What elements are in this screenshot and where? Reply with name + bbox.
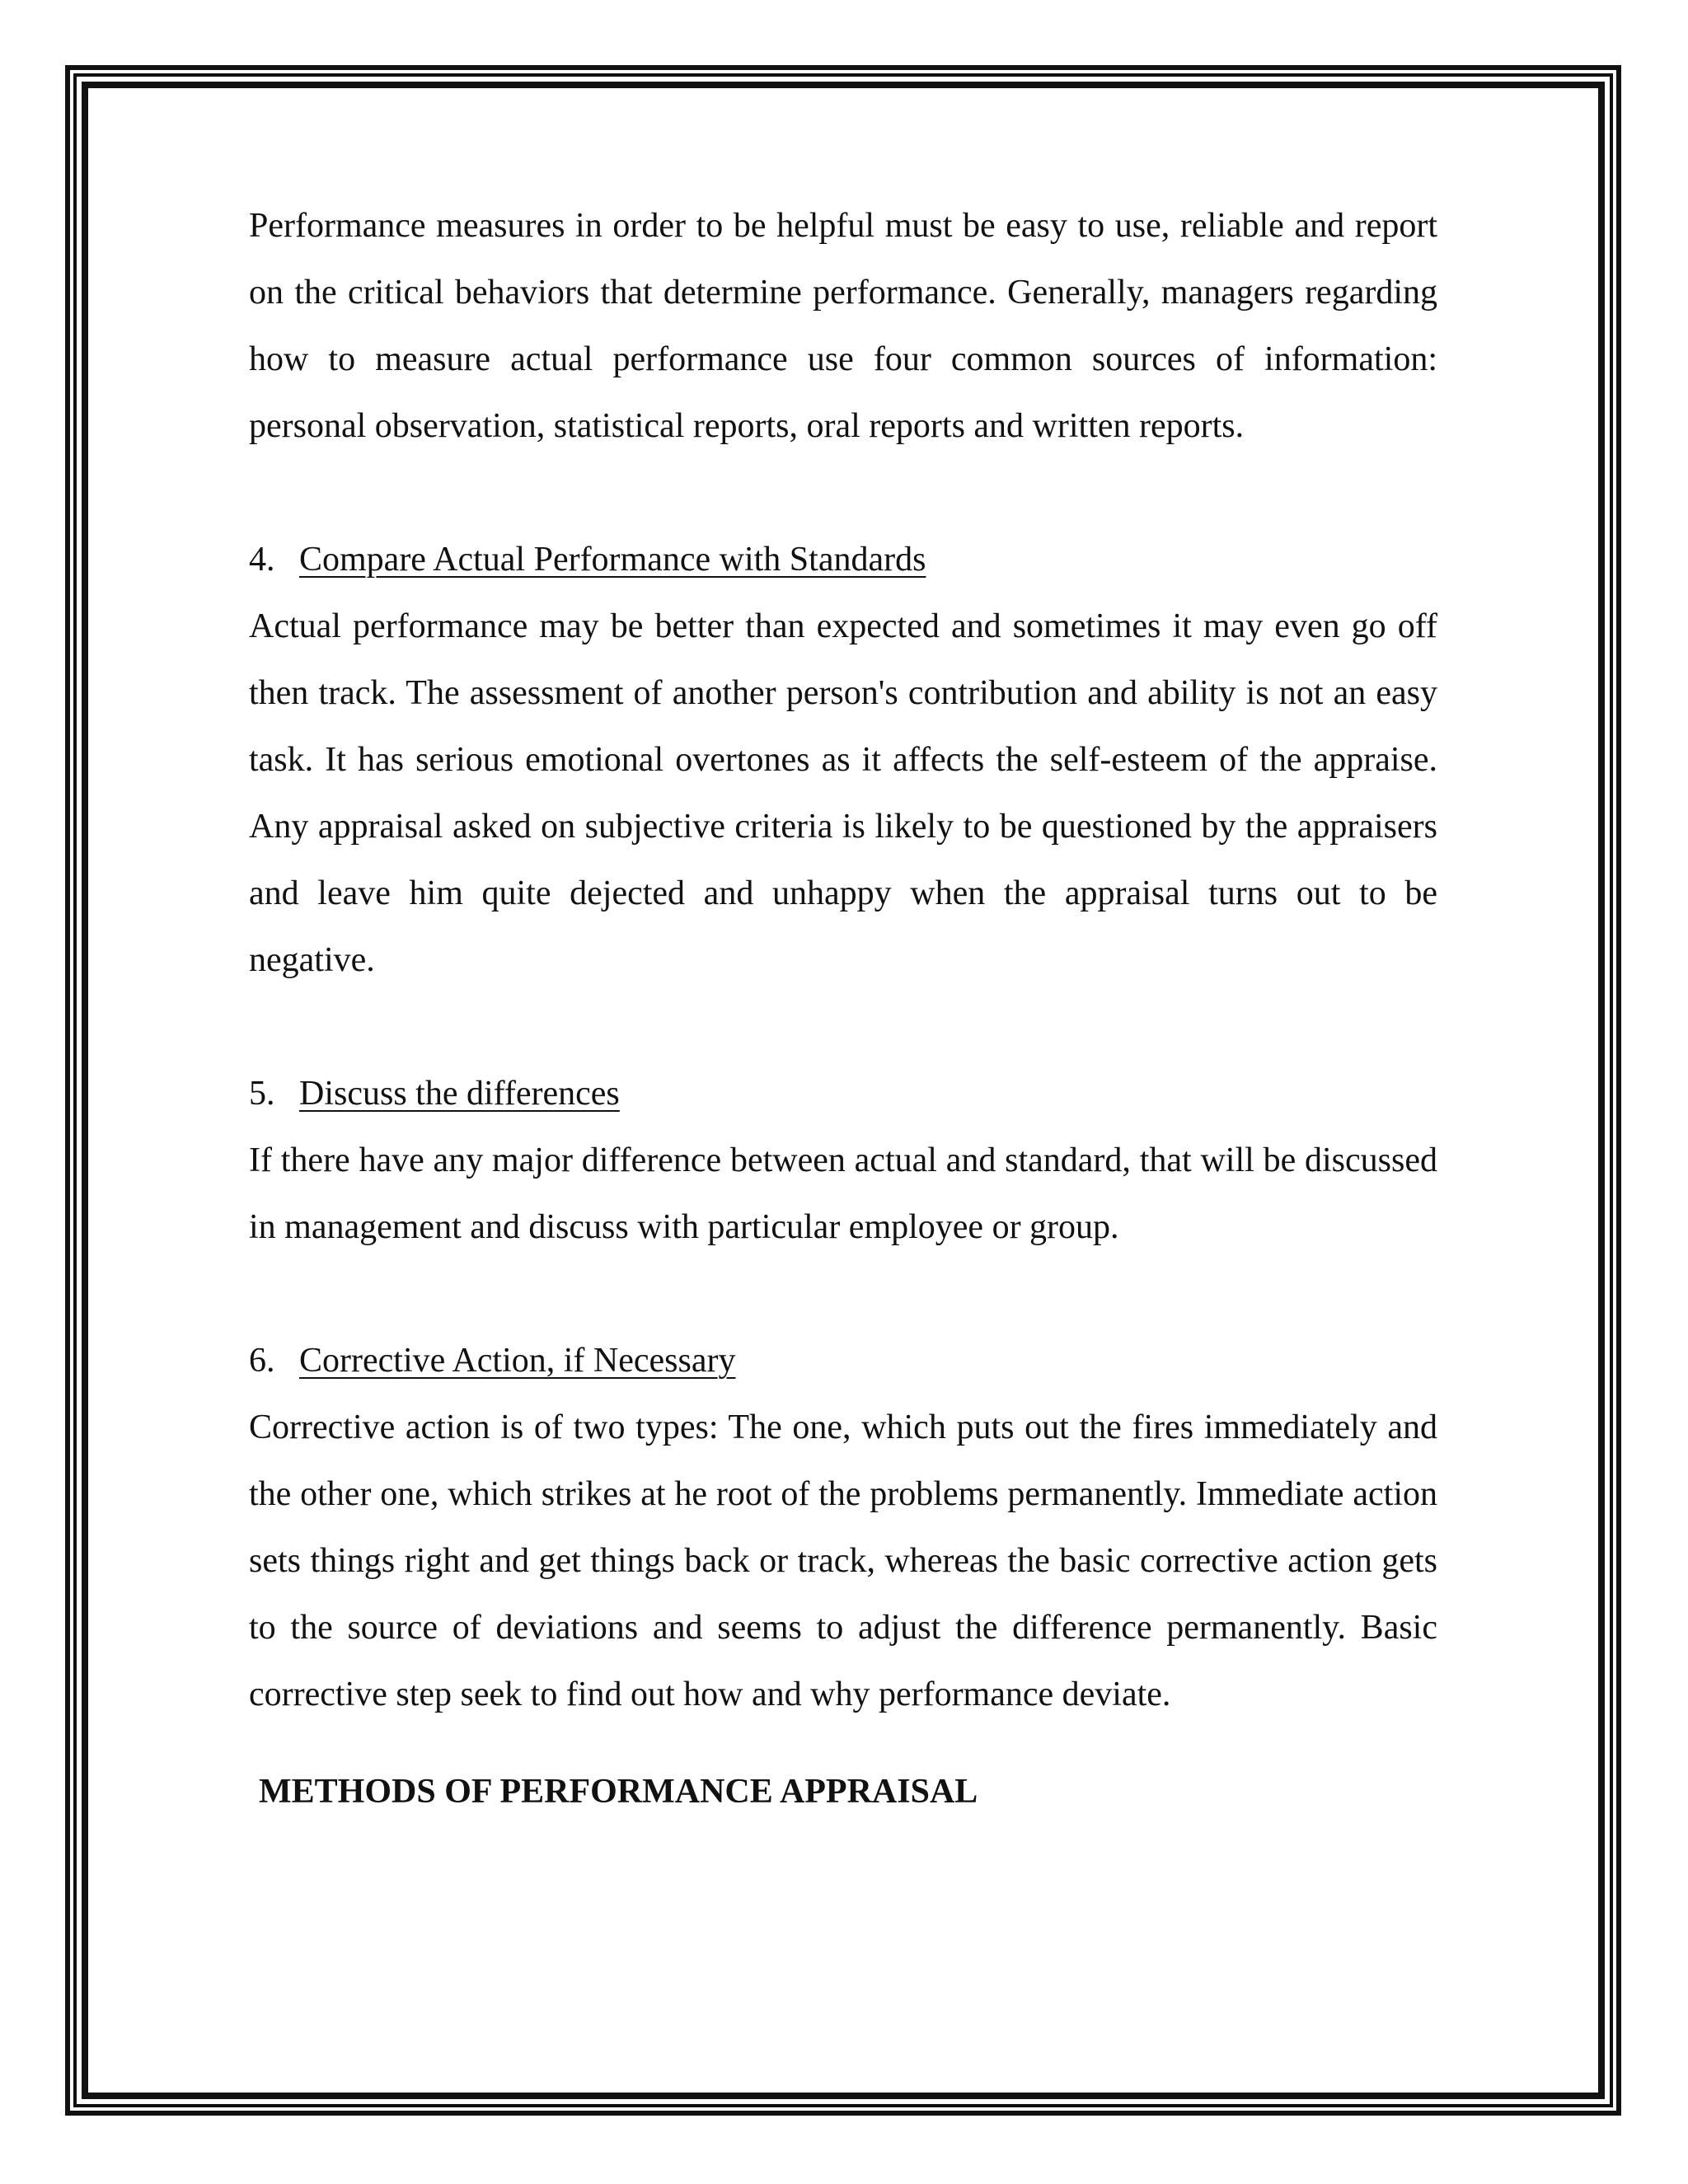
spacer: [249, 1728, 1437, 1759]
section-number: 4.: [249, 541, 275, 579]
methods-heading: METHODS OF PERFORMANCE APPRAISAL: [259, 1773, 978, 1811]
section-heading: [249, 1328, 1437, 1394]
section-title: Corrective Action, if Necessary: [299, 1342, 736, 1380]
spacer: [249, 994, 1437, 1061]
section-heading: [249, 527, 1437, 593]
intro-paragraph: Performance measures in order to be helpful must be easy to use, reliable and report on the critical behaviors that determine performance. Generally, managers regarding how to measure actual performance use four common sources of information: personal observation, statistical reports, oral reports and written reports.: [249, 207, 1437, 445]
document-body: [249, 193, 1437, 1825]
section-corrective-action: [249, 1328, 1437, 1728]
section-compare-performance: [249, 527, 1437, 994]
section-number: 5.: [249, 1075, 275, 1113]
spacer: [249, 460, 1437, 527]
section-title: Discuss the differences: [299, 1075, 620, 1113]
section-body: Actual performance may be better than expected and sometimes it may even go off then track. The assessment of another person's contribution and ability is not an easy task. It has serious emotional overtones as it affects the self-esteem of the appraise. Any appraisal asked on subjective criteria is likely to be questioned by the appraisers and leave him quite dejected and unhappy when the appraisal turns out to be negative.: [249, 607, 1437, 979]
section-heading: [249, 1061, 1437, 1127]
section-body: If there have any major difference between actual and standard, that will be discussed in management and discuss with particular employee or group.: [249, 1141, 1437, 1246]
section-number: 6.: [249, 1342, 275, 1380]
section-discuss-differences: [249, 1061, 1437, 1261]
section-body: Corrective action is of two types: The one, which puts out the fires immediately and the other one, which strikes at he root of the problems permanently. Immediate action sets things right and get things back or track, whereas the basic corrective action gets to the source of deviations and seems to adjust the difference permanently. Basic corrective step seek to find out how and why performance deviate.: [249, 1408, 1437, 1713]
section-title: Compare Actual Performance with Standards: [299, 541, 926, 579]
spacer: [249, 1261, 1437, 1328]
